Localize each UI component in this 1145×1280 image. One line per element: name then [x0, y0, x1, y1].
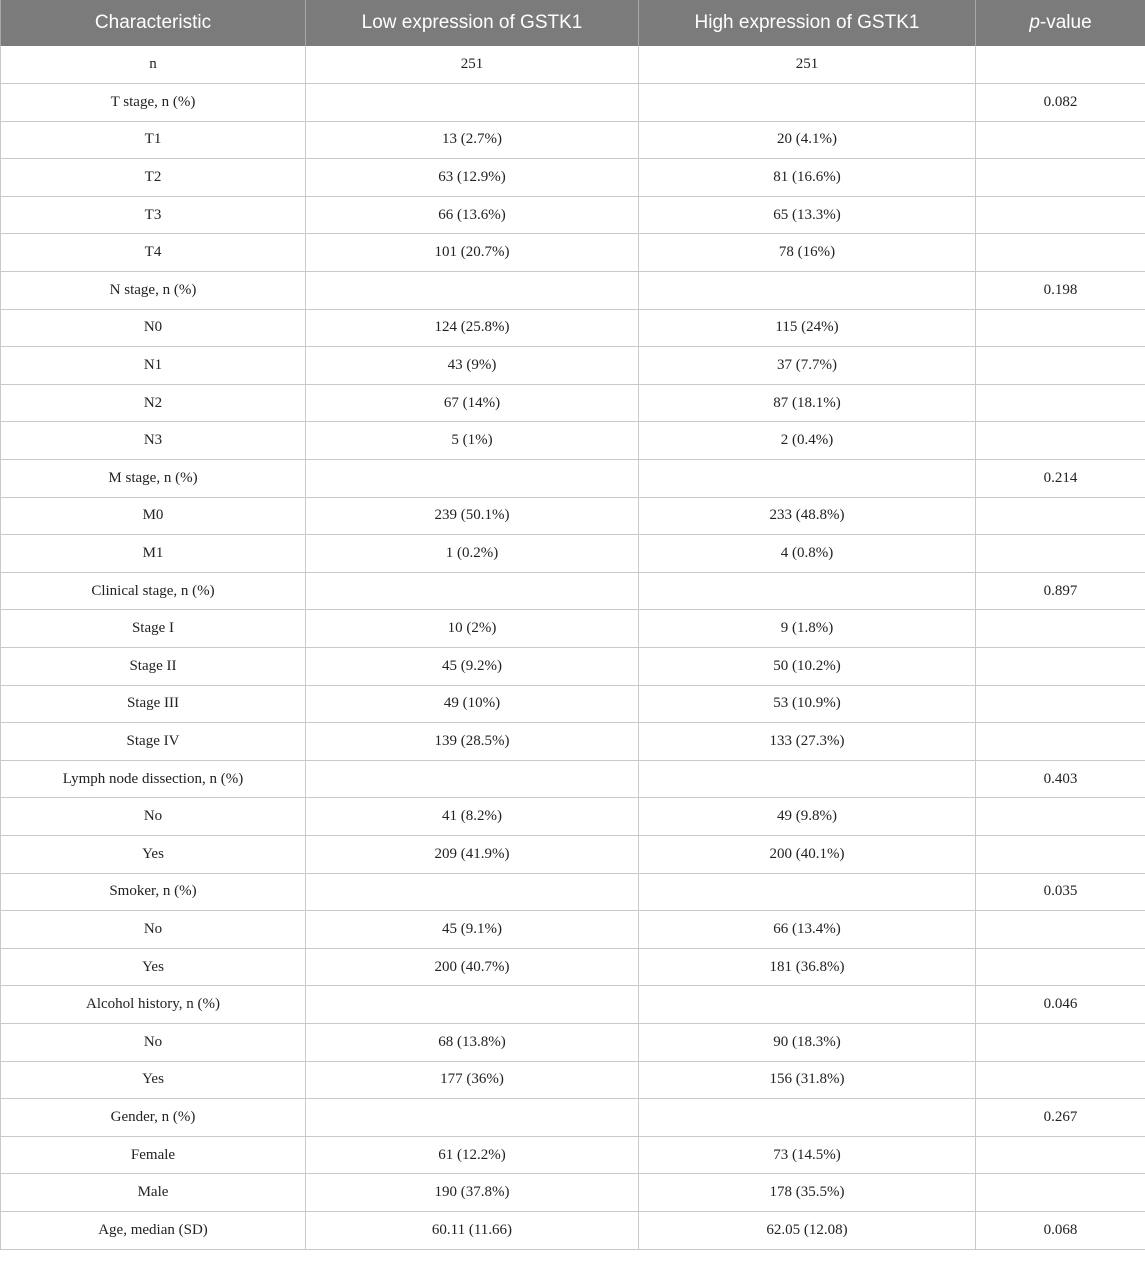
cell-low-expression [306, 873, 639, 911]
table-body [1, 46, 1145, 1249]
cell-characteristic: N stage, n (%) [1, 272, 306, 310]
cell-high-expression: 233 (48.8%) [639, 497, 976, 535]
table-row [1, 422, 1145, 460]
cell-low-expression: 177 (36%) [306, 1061, 639, 1099]
cell-low-expression: 13 (2.7%) [306, 121, 639, 159]
cell-characteristic: T1 [1, 121, 306, 159]
cell-p-value: 0.198 [976, 272, 1145, 310]
cell-high-expression [639, 1099, 976, 1137]
cell-characteristic: Stage III [1, 685, 306, 723]
cell-p-value [976, 1061, 1145, 1099]
header-low-expression: Low expression of GSTK1 [306, 0, 639, 46]
cell-p-value [976, 948, 1145, 986]
cell-high-expression: 178 (35.5%) [639, 1174, 976, 1212]
cell-characteristic: N0 [1, 309, 306, 347]
cell-low-expression: 190 (37.8%) [306, 1174, 639, 1212]
cell-high-expression: 133 (27.3%) [639, 723, 976, 761]
cell-p-value [976, 911, 1145, 949]
table-row [1, 272, 1145, 310]
table-row [1, 760, 1145, 798]
cell-high-expression: 50 (10.2%) [639, 648, 976, 686]
cell-low-expression: 139 (28.5%) [306, 723, 639, 761]
table-row [1, 234, 1145, 272]
cell-low-expression: 251 [306, 46, 639, 84]
cell-low-expression: 67 (14%) [306, 384, 639, 422]
header-row [1, 0, 1145, 46]
table-row [1, 1174, 1145, 1212]
table-row [1, 1061, 1145, 1099]
cell-characteristic: T4 [1, 234, 306, 272]
cell-characteristic: Smoker, n (%) [1, 873, 306, 911]
table-row [1, 1099, 1145, 1137]
table-row [1, 309, 1145, 347]
header-p-value [976, 0, 1145, 46]
table-row [1, 84, 1145, 122]
table-row [1, 873, 1145, 911]
table-row [1, 911, 1145, 949]
cell-characteristic: Female [1, 1136, 306, 1174]
cell-high-expression [639, 873, 976, 911]
cell-low-expression [306, 272, 639, 310]
cell-p-value [976, 121, 1145, 159]
table-row [1, 1136, 1145, 1174]
cell-high-expression: 49 (9.8%) [639, 798, 976, 836]
cell-characteristic: M1 [1, 535, 306, 573]
cell-high-expression: 2 (0.4%) [639, 422, 976, 460]
cell-low-expression: 68 (13.8%) [306, 1023, 639, 1061]
cell-low-expression: 5 (1%) [306, 422, 639, 460]
cell-characteristic: No [1, 911, 306, 949]
cell-high-expression: 53 (10.9%) [639, 685, 976, 723]
cell-p-value [976, 685, 1145, 723]
table-row [1, 572, 1145, 610]
table-row [1, 1211, 1145, 1249]
cell-high-expression [639, 572, 976, 610]
cell-p-value [976, 234, 1145, 272]
cell-characteristic: M stage, n (%) [1, 460, 306, 498]
cell-high-expression: 4 (0.8%) [639, 535, 976, 573]
table-row [1, 159, 1145, 197]
table-row [1, 648, 1145, 686]
cell-high-expression: 20 (4.1%) [639, 121, 976, 159]
cell-high-expression [639, 986, 976, 1024]
cell-low-expression: 63 (12.9%) [306, 159, 639, 197]
cell-characteristic: Yes [1, 1061, 306, 1099]
header-p-italic: p [1029, 12, 1040, 33]
table-row [1, 948, 1145, 986]
cell-p-value: 0.035 [976, 873, 1145, 911]
cell-p-value: 0.267 [976, 1099, 1145, 1137]
cell-characteristic: Yes [1, 835, 306, 873]
header-high-expression: High expression of GSTK1 [639, 0, 976, 46]
cell-high-expression: 87 (18.1%) [639, 384, 976, 422]
table-row [1, 610, 1145, 648]
table-row [1, 835, 1145, 873]
cell-characteristic: Clinical stage, n (%) [1, 572, 306, 610]
cell-p-value [976, 422, 1145, 460]
cell-high-expression: 181 (36.8%) [639, 948, 976, 986]
cell-high-expression: 78 (16%) [639, 234, 976, 272]
cell-characteristic: T2 [1, 159, 306, 197]
cell-low-expression: 43 (9%) [306, 347, 639, 385]
cell-characteristic: Stage I [1, 610, 306, 648]
cell-low-expression: 239 (50.1%) [306, 497, 639, 535]
cell-p-value: 0.082 [976, 84, 1145, 122]
table-header [1, 0, 1145, 46]
cell-characteristic: Gender, n (%) [1, 1099, 306, 1137]
cell-characteristic: Lymph node dissection, n (%) [1, 760, 306, 798]
cell-p-value [976, 610, 1145, 648]
cell-p-value: 0.214 [976, 460, 1145, 498]
cell-high-expression [639, 760, 976, 798]
cell-low-expression: 124 (25.8%) [306, 309, 639, 347]
cell-high-expression [639, 460, 976, 498]
cell-characteristic: No [1, 798, 306, 836]
cell-characteristic: M0 [1, 497, 306, 535]
cell-p-value [976, 384, 1145, 422]
cell-p-value [976, 159, 1145, 197]
cell-high-expression: 37 (7.7%) [639, 347, 976, 385]
cell-high-expression: 156 (31.8%) [639, 1061, 976, 1099]
cell-high-expression: 73 (14.5%) [639, 1136, 976, 1174]
cell-low-expression [306, 572, 639, 610]
cell-low-expression: 10 (2%) [306, 610, 639, 648]
table-row [1, 685, 1145, 723]
cell-characteristic: N2 [1, 384, 306, 422]
table-row [1, 460, 1145, 498]
cell-p-value [976, 798, 1145, 836]
table-row [1, 497, 1145, 535]
cell-p-value [976, 648, 1145, 686]
cell-p-value [976, 46, 1145, 84]
cell-low-expression [306, 986, 639, 1024]
cell-p-value [976, 309, 1145, 347]
cell-p-value [976, 1136, 1145, 1174]
cell-low-expression: 41 (8.2%) [306, 798, 639, 836]
cell-high-expression: 62.05 (12.08) [639, 1211, 976, 1249]
cell-p-value [976, 835, 1145, 873]
cell-characteristic: Male [1, 1174, 306, 1212]
cell-characteristic: N1 [1, 347, 306, 385]
cell-p-value [976, 1023, 1145, 1061]
cell-low-expression [306, 1099, 639, 1137]
cell-characteristic: T3 [1, 196, 306, 234]
cell-low-expression: 101 (20.7%) [306, 234, 639, 272]
table-row [1, 535, 1145, 573]
cell-p-value [976, 497, 1145, 535]
table-row [1, 384, 1145, 422]
cell-characteristic: No [1, 1023, 306, 1061]
cell-p-value: 0.046 [976, 986, 1145, 1024]
cell-p-value: 0.897 [976, 572, 1145, 610]
header-p-rest: -value [1039, 12, 1092, 33]
table-row [1, 121, 1145, 159]
table-row [1, 196, 1145, 234]
cell-p-value: 0.068 [976, 1211, 1145, 1249]
cell-low-expression: 1 (0.2%) [306, 535, 639, 573]
cell-p-value [976, 723, 1145, 761]
cell-p-value [976, 1174, 1145, 1212]
cell-p-value [976, 347, 1145, 385]
cell-characteristic: n [1, 46, 306, 84]
cell-high-expression: 81 (16.6%) [639, 159, 976, 197]
cell-high-expression: 200 (40.1%) [639, 835, 976, 873]
cell-high-expression: 65 (13.3%) [639, 196, 976, 234]
cell-low-expression: 49 (10%) [306, 685, 639, 723]
cell-low-expression: 60.11 (11.66) [306, 1211, 639, 1249]
cell-low-expression: 45 (9.2%) [306, 648, 639, 686]
cell-high-expression: 66 (13.4%) [639, 911, 976, 949]
cell-high-expression [639, 84, 976, 122]
table-row [1, 1023, 1145, 1061]
table-row [1, 798, 1145, 836]
cell-low-expression: 66 (13.6%) [306, 196, 639, 234]
cell-characteristic: Age, median (SD) [1, 1211, 306, 1249]
cell-low-expression [306, 84, 639, 122]
cell-characteristic: Stage II [1, 648, 306, 686]
cell-high-expression: 90 (18.3%) [639, 1023, 976, 1061]
cell-low-expression: 200 (40.7%) [306, 948, 639, 986]
table-row [1, 347, 1145, 385]
cell-low-expression [306, 460, 639, 498]
cell-p-value: 0.403 [976, 760, 1145, 798]
cell-characteristic: Yes [1, 948, 306, 986]
cell-high-expression: 251 [639, 46, 976, 84]
cell-low-expression: 209 (41.9%) [306, 835, 639, 873]
table-row [1, 723, 1145, 761]
cell-characteristic: N3 [1, 422, 306, 460]
cell-characteristic: T stage, n (%) [1, 84, 306, 122]
cell-high-expression: 9 (1.8%) [639, 610, 976, 648]
cell-high-expression: 115 (24%) [639, 309, 976, 347]
table-row [1, 986, 1145, 1024]
cell-p-value [976, 196, 1145, 234]
cell-high-expression [639, 272, 976, 310]
cell-low-expression [306, 760, 639, 798]
cell-p-value [976, 535, 1145, 573]
header-characteristic: Characteristic [1, 0, 306, 46]
cell-low-expression: 61 (12.2%) [306, 1136, 639, 1174]
cell-low-expression: 45 (9.1%) [306, 911, 639, 949]
table-row [1, 46, 1145, 84]
cell-characteristic: Stage IV [1, 723, 306, 761]
cell-characteristic: Alcohol history, n (%) [1, 986, 306, 1024]
